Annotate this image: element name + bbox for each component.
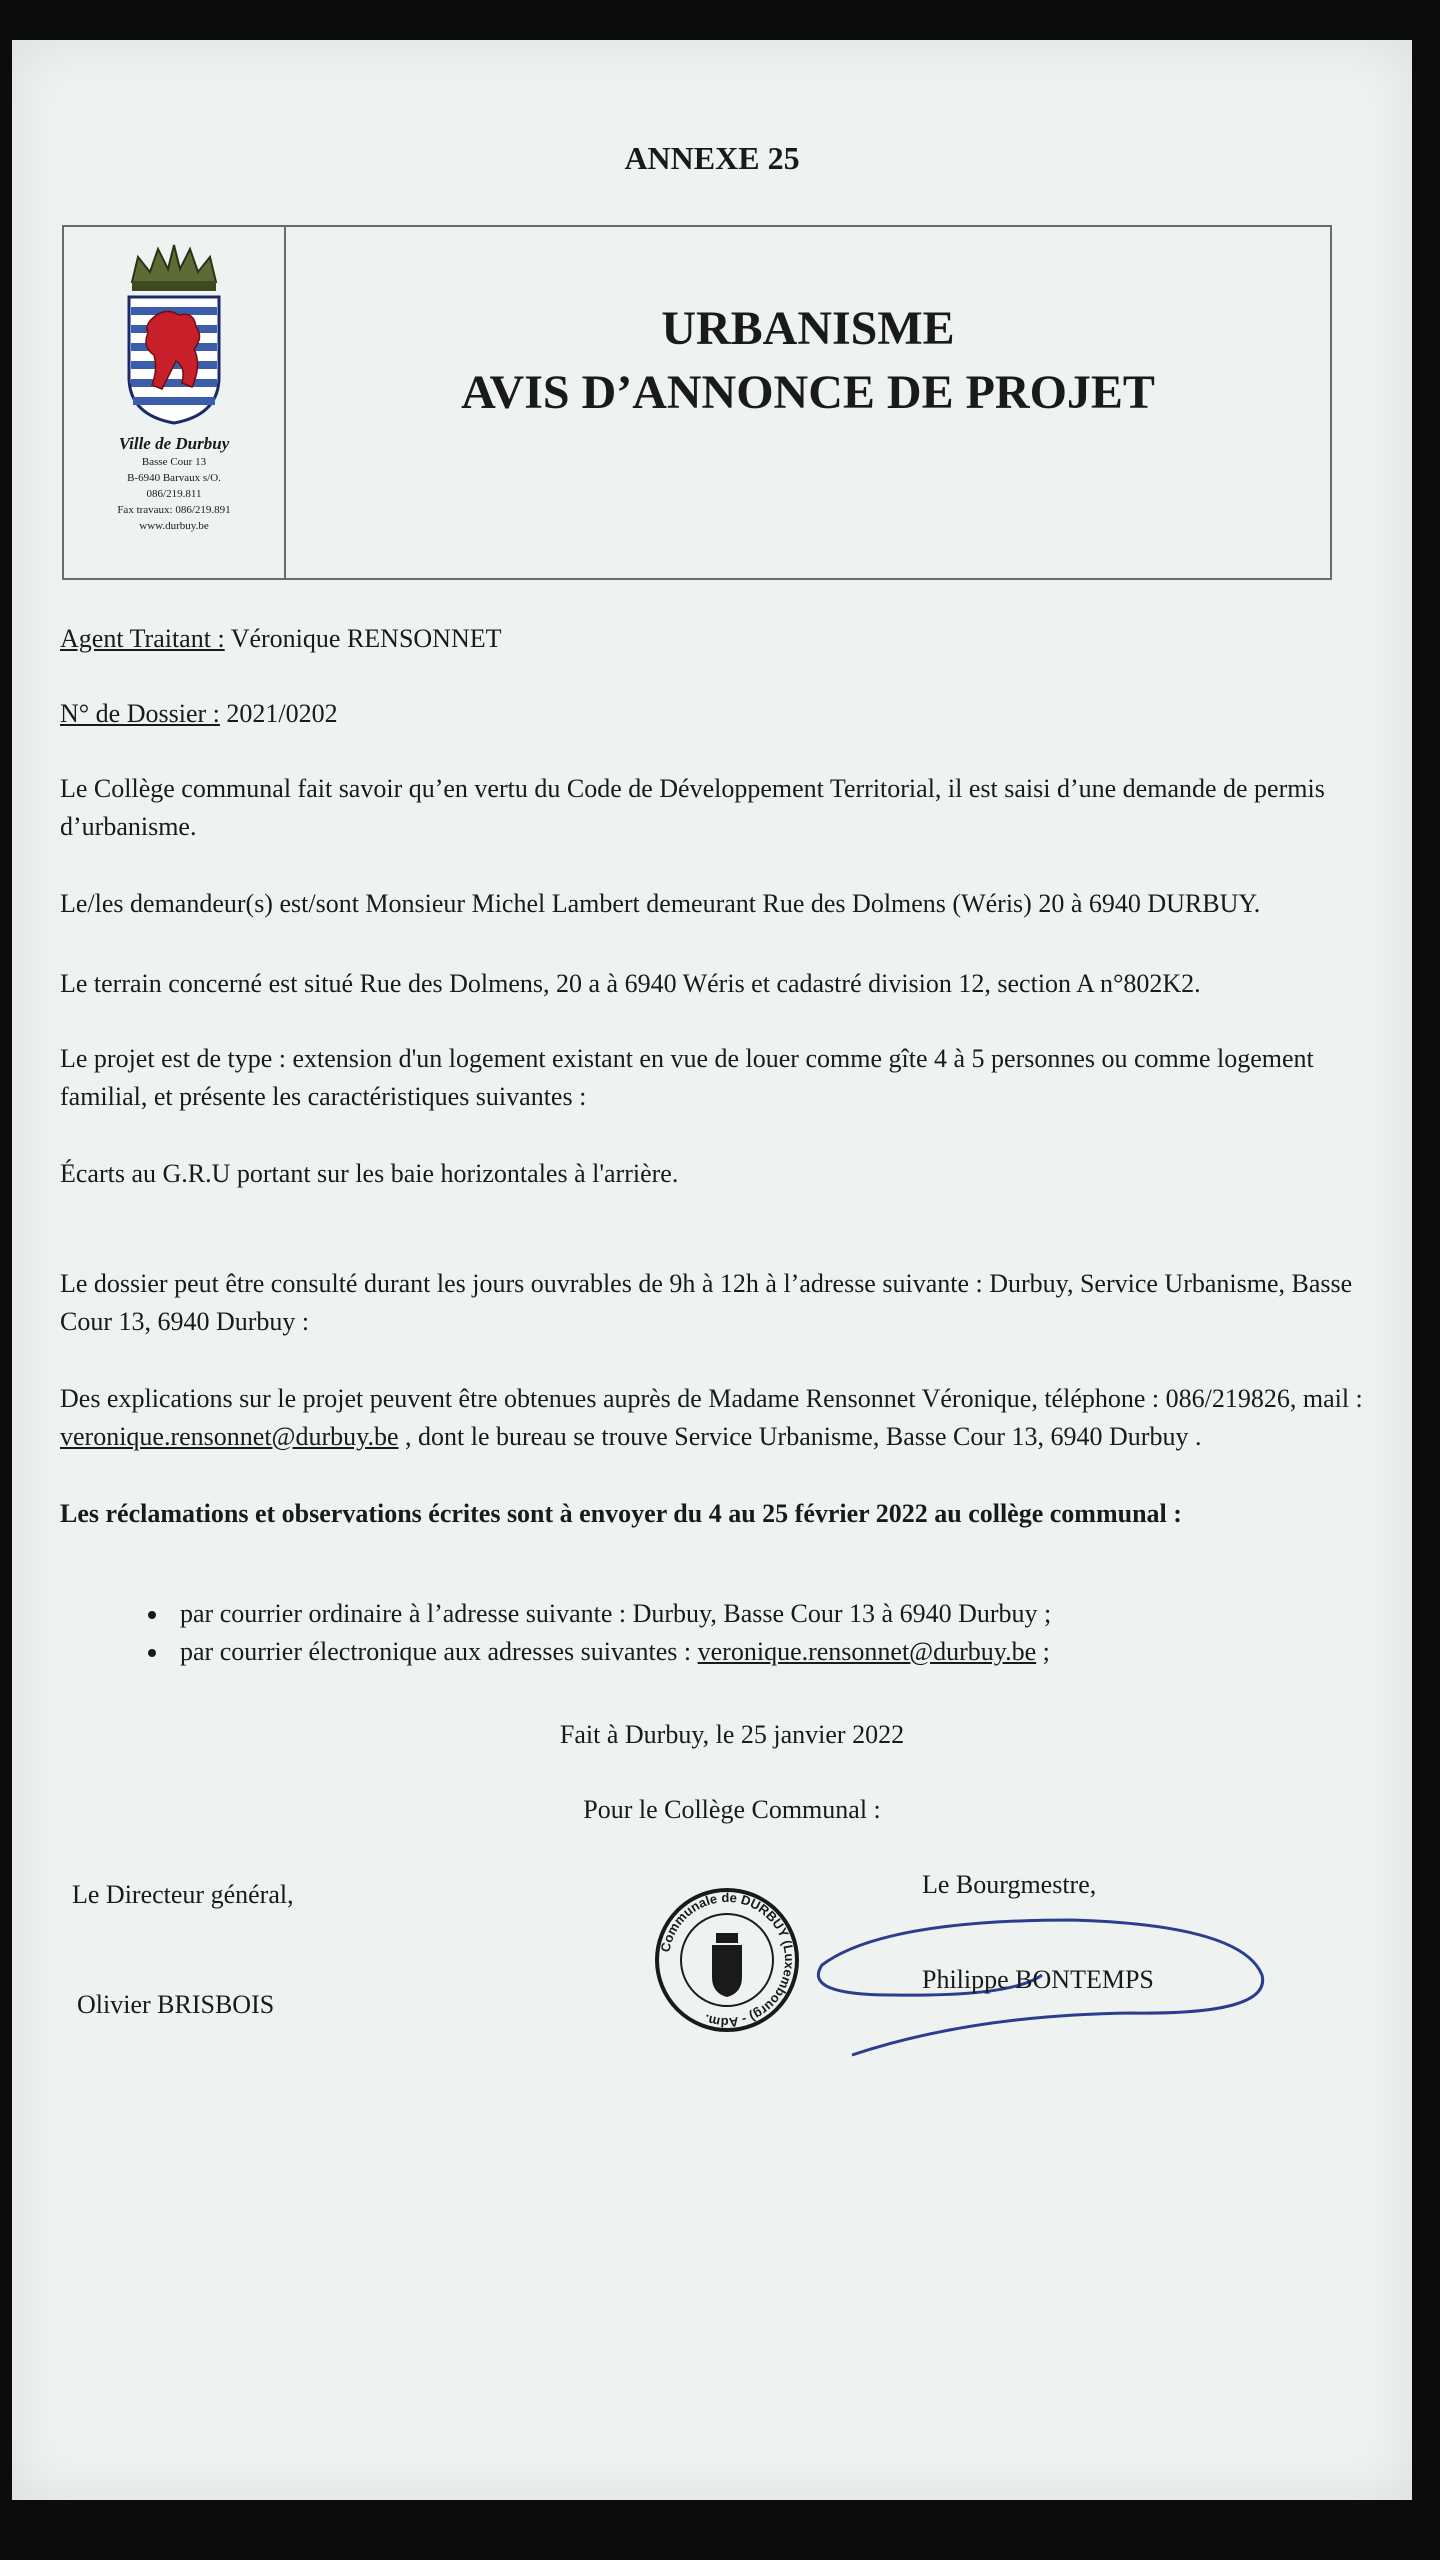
ecarts-paragraph: Écarts au G.R.U portant sur les baie horizontales à l'arrière. bbox=[60, 1159, 679, 1188]
bourgmestre-title: Le Bourgmestre, bbox=[922, 1870, 1097, 1899]
fait-line: Fait à Durbuy, le 25 janvier 2022 bbox=[559, 1720, 905, 1749]
document-title bbox=[286, 297, 1330, 425]
projet-paragraph: Le projet est de type : extension d'un logement existant en vue de louer comme gîte 4 à 5 personnes ou comme logement familial, et présente les caractéristiques suivantes : bbox=[60, 1044, 1314, 1111]
municipal-seal-icon bbox=[652, 1885, 802, 2035]
address-line: 086/219.811 bbox=[146, 488, 202, 500]
address-line: Fax travaux: 086/219.891 bbox=[117, 504, 231, 516]
explications-text-end: , dont le bureau se trouve Service Urbanisme, Basse Cour 13, 6940 Durbuy . bbox=[398, 1422, 1202, 1451]
directeur-title: Le Directeur général, bbox=[72, 1880, 294, 1909]
durbuy-coat-of-arms-icon bbox=[124, 237, 224, 427]
bullet-2-end: ; bbox=[1036, 1637, 1050, 1666]
explications-paragraph bbox=[60, 1380, 1370, 1456]
bourgmestre-name: Philippe BONTEMPS bbox=[922, 1965, 1154, 1994]
bullet-1-text: par courrier ordinaire à l’adresse suivante : Durbuy, Basse Cour 13 à 6940 Durbuy ; bbox=[180, 1599, 1052, 1628]
agent-line bbox=[60, 620, 1370, 658]
agent-label: Agent Traitant : bbox=[60, 624, 225, 653]
address-line: Basse Cour 13 bbox=[141, 456, 207, 468]
explications-text: Des explications sur le projet peuvent être obtenues auprès de Madame Rensonnet Véronique, téléphone : 086/219826, mail : bbox=[60, 1384, 1363, 1413]
demandeur-paragraph: Le/les demandeur(s) est/sont Monsieur Michel Lambert demeurant Rue des Dolmens (Wéris) 20 à 6940 DURBUY. bbox=[60, 889, 1261, 918]
terrain-paragraph: Le terrain concerné est situé Rue des Dolmens, 20 a à 6940 Wéris et cadastré division 12, section A n°802K2. bbox=[60, 969, 1201, 998]
annexe-label: ANNEXE 25 bbox=[624, 140, 800, 176]
consultation-paragraph: Le dossier peut être consulté durant les jours ouvrables de 9h à 12h à l’adresse suivante : Durbuy, Service Urbanisme, Basse Cour 13, 6940 Durbuy : bbox=[60, 1269, 1353, 1336]
bullet-2-text: par courrier électronique aux adresses suivantes : bbox=[180, 1637, 698, 1666]
reclamations-heading: Les réclamations et observations écrites sont à envoyer du 4 au 25 février 2022 au collège communal : bbox=[60, 1499, 1182, 1528]
email-link[interactable]: veronique.rensonnet@durbuy.be bbox=[60, 1422, 399, 1451]
document-page bbox=[12, 40, 1412, 2500]
signature-scribble-icon bbox=[812, 1905, 1292, 2095]
logo-block bbox=[64, 227, 286, 578]
email-link[interactable]: veronique.rensonnet@durbuy.be bbox=[697, 1637, 1037, 1666]
agent-value: Véronique RENSONNET bbox=[230, 624, 502, 653]
header-box bbox=[62, 225, 1332, 580]
reclamation-methods-list bbox=[60, 1595, 1440, 1671]
pour-line: Pour le Collège Communal : bbox=[583, 1795, 881, 1824]
address-line: www.durbuy.be bbox=[139, 520, 209, 532]
list-item bbox=[170, 1633, 1440, 1671]
list-item bbox=[170, 1595, 1440, 1633]
dossier-label: N° de Dossier : bbox=[60, 699, 220, 728]
directeur-name: Olivier BRISBOIS bbox=[77, 1990, 275, 2019]
address-line: B-6940 Barvaux s/O. bbox=[127, 472, 221, 484]
title-line-1: URBANISME bbox=[661, 302, 955, 355]
college-paragraph: Le Collège communal fait savoir qu’en vertu du Code de Développement Territorial, il est saisi d’une demande de permis d’urbanisme. bbox=[60, 774, 1325, 841]
dossier-value: 2021/0202 bbox=[226, 699, 338, 728]
svg-text:Communale de DURBUY (Luxembour: Communale de DURBUY (Luxembourg) - Adm. bbox=[657, 1889, 798, 2031]
title-line-2: AVIS D’ANNONCE DE PROJET bbox=[461, 366, 1155, 419]
dossier-line bbox=[60, 695, 1370, 733]
town-name: Ville de Durbuy bbox=[118, 434, 230, 453]
